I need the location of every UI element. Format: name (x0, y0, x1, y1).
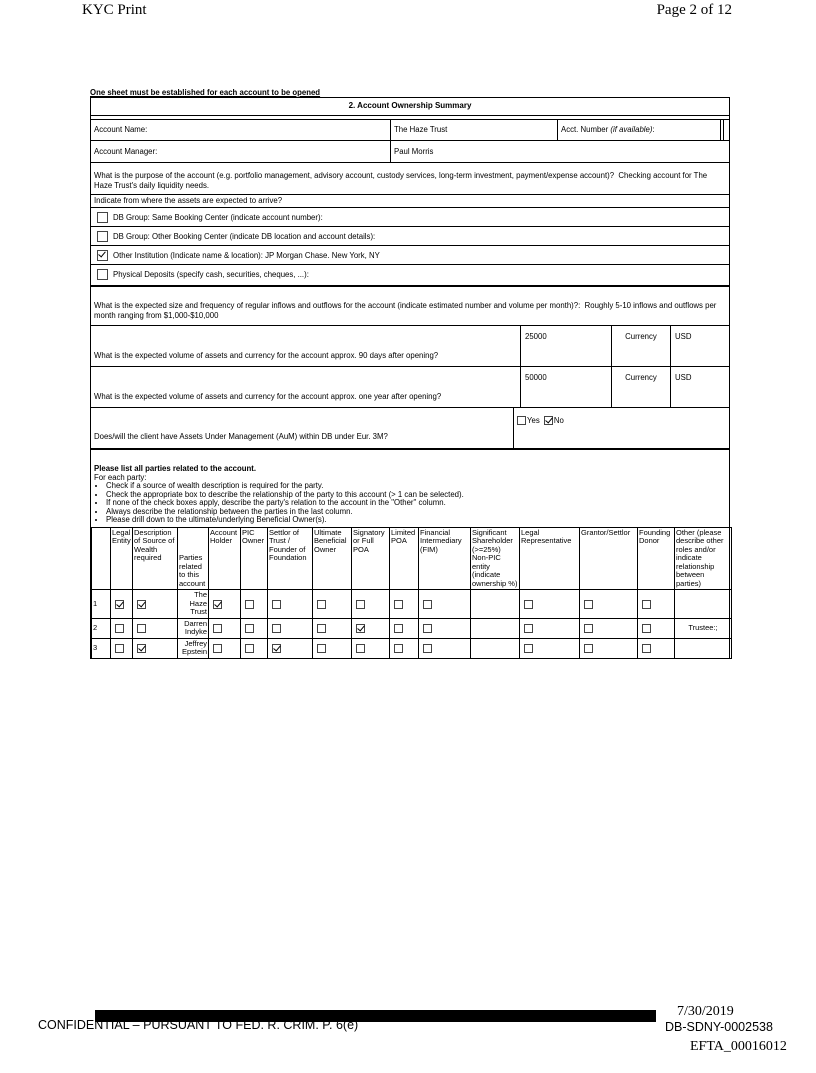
volume-90-row (91, 326, 729, 367)
settlor-cell (268, 638, 313, 658)
header-num (92, 527, 111, 590)
legal_rep-cell (520, 590, 580, 619)
acct-number-label (557, 120, 720, 140)
parties-bullets (94, 482, 726, 525)
sow-cell (133, 618, 178, 638)
grantor-checkbox[interactable] (584, 644, 593, 653)
parties-bullet: • Check if a source of wealth description is required for the party. (106, 482, 726, 491)
grantor-cell (580, 618, 638, 638)
holder-cell (209, 590, 241, 619)
header-significant: Significant Shareholder (>=25%) Non-PIC entity (indicate ownership %) (471, 527, 520, 590)
sow-checkbox[interactable] (137, 624, 146, 633)
page-number: Page 2 of 12 (656, 2, 732, 18)
legal-checkbox[interactable] (115, 600, 124, 609)
other-cell (675, 590, 732, 619)
footer-date: 7/30/2019 (677, 1004, 734, 1019)
settlor-checkbox[interactable] (272, 644, 281, 653)
parties-instructions (91, 450, 729, 527)
asset-option (91, 265, 729, 283)
pic-checkbox[interactable] (245, 644, 254, 653)
table-row (92, 638, 732, 658)
asset-option-detail: JP Morgan Chase. New York, NY (265, 250, 380, 260)
efta-number: EFTA_00016012 (690, 1039, 787, 1054)
legal-cell (111, 590, 133, 619)
ubo-checkbox[interactable] (317, 624, 326, 633)
significant-cell (471, 618, 520, 638)
account-name-value: The Haze Trust (390, 120, 557, 140)
aum-yes-checkbox[interactable] (517, 416, 526, 425)
purpose-question: What is the purpose of the account (e.g. portfolio management, advisory account, custody services, long-term investment, payment/expense account)? (94, 171, 615, 180)
grantor-cell (580, 638, 638, 658)
asset-option-label: Physical Deposits (specify cash, securities, cheques, ...): (113, 269, 309, 279)
legal-rep-checkbox[interactable] (524, 600, 533, 609)
aum-row (91, 408, 729, 450)
header-grantor: Grantor/Settlor (580, 527, 638, 590)
ubo-cell (313, 618, 352, 638)
party-name: Jeffrey Epstein (178, 638, 209, 658)
aum-no-label: No (553, 416, 564, 425)
fim-cell (419, 590, 471, 619)
legal-checkbox[interactable] (115, 624, 124, 633)
volume-1y-question: What is the expected volume of assets and currency for the account approx. one year after opening? (94, 392, 442, 401)
currency-value: USD (670, 367, 729, 407)
holder-cell (209, 618, 241, 638)
inflow-block (91, 285, 729, 326)
fim-checkbox[interactable] (423, 644, 432, 653)
settlor-cell (268, 618, 313, 638)
header-parties: Parties related to this account (178, 527, 209, 590)
header-pic: PIC Owner (241, 527, 268, 590)
asset-option (91, 208, 729, 227)
account-name-row (91, 119, 729, 141)
legal-cell (111, 638, 133, 658)
parties-for-each: For each party: (94, 473, 147, 482)
header-settlor: Settlor of Trust / Founder of Foundation (268, 527, 313, 590)
legal_rep-cell (520, 618, 580, 638)
volume-1y-value: 50000 (520, 367, 611, 407)
header-other: Other (please describe other roles and/or indicate relationship between parties) (675, 527, 732, 590)
settlor-checkbox[interactable] (272, 624, 281, 633)
ubo-checkbox[interactable] (317, 644, 326, 653)
signatory-checkbox[interactable] (356, 600, 365, 609)
bates-number: DB-SDNY-0002538 (665, 1020, 773, 1034)
ubo-cell (313, 638, 352, 658)
confidential-notice: CONFIDENTIAL – PURSUANT TO FED. R. CRIM. P. 6(e) (38, 1018, 359, 1032)
limited-checkbox[interactable] (394, 624, 403, 633)
volume-90-question: What is the expected volume of assets and currency for the account approx. 90 days after opening? (94, 351, 439, 360)
asset-option (91, 246, 729, 265)
parties-title: Please list all parties related to the account. (94, 464, 257, 473)
aum-yes-label: Yes (527, 416, 540, 425)
legal_rep-cell (520, 638, 580, 658)
limited-cell (390, 590, 419, 619)
legal-cell (111, 618, 133, 638)
row-number: 1 (92, 590, 111, 619)
asset-option (91, 227, 729, 246)
volume-90-value: 25000 (520, 326, 611, 366)
significant-cell (471, 590, 520, 619)
header-sow: Description of Source of Wealth required (133, 527, 178, 590)
header-legal-rep: Legal Representative (520, 527, 580, 590)
fim-checkbox[interactable] (423, 624, 432, 633)
section-title: 2. Account Ownership Summary (91, 98, 729, 116)
volume-1y-row (91, 367, 729, 408)
ubo-cell (313, 590, 352, 619)
row-number: 2 (92, 618, 111, 638)
account-manager-value: Paul Morris (390, 141, 729, 162)
limited-cell (390, 638, 419, 658)
account-manager-label: Account Manager: (94, 147, 158, 156)
asset-option-label: Other Institution (Indicate name & location): (113, 250, 263, 260)
limited-cell (390, 618, 419, 638)
party-name: Darren Indyke (178, 618, 209, 638)
header-legal-entity: Legal Entity (111, 527, 133, 590)
currency-value: USD (670, 326, 729, 366)
parties-bullet: • Check the appropriate box to describe the relationship of the party to this account (> 1 can be selected). (106, 491, 726, 500)
asset-option-checkbox[interactable] (97, 250, 108, 261)
grantor-checkbox[interactable] (584, 600, 593, 609)
holder-checkbox[interactable] (213, 644, 222, 653)
asset-option-checkbox[interactable] (97, 231, 108, 242)
limited-checkbox[interactable] (394, 600, 403, 609)
table-row (92, 618, 732, 638)
other-cell: Trustee:; (675, 618, 732, 638)
currency-label: Currency (611, 326, 670, 366)
signatory-checkbox[interactable] (356, 624, 365, 633)
significant-cell (471, 638, 520, 658)
parties-header-row (92, 527, 732, 590)
grantor-checkbox[interactable] (584, 624, 593, 633)
party-name: The Haze Trust (178, 590, 209, 619)
asset-option-label: DB Group: Same Booking Center (indicate account number): (113, 212, 323, 222)
assets-arrive-label: Indicate from where the assets are expected to arrive? (91, 195, 729, 208)
pic-cell (241, 590, 268, 619)
fim-checkbox[interactable] (423, 600, 432, 609)
signatory-cell (352, 590, 390, 619)
legal-rep-checkbox[interactable] (524, 644, 533, 653)
pic-cell (241, 638, 268, 658)
fim-cell (419, 618, 471, 638)
page-header-title: KYC Print (82, 2, 147, 18)
header-founding: Founding Donor (638, 527, 675, 590)
aum-answer (513, 408, 729, 448)
asset-option-checkbox[interactable] (97, 269, 108, 280)
legal-checkbox[interactable] (115, 644, 124, 653)
pic-checkbox[interactable] (245, 600, 254, 609)
holder-cell (209, 638, 241, 658)
holder-checkbox[interactable] (213, 624, 222, 633)
account-ownership-section (90, 97, 730, 659)
founding-checkbox[interactable] (642, 600, 651, 609)
pic-cell (241, 618, 268, 638)
acct-number-colon: : (652, 125, 655, 134)
row-number: 3 (92, 638, 111, 658)
grantor-cell (580, 590, 638, 619)
other-cell (675, 638, 732, 658)
header-limited: Limited POA (390, 527, 419, 590)
settlor-checkbox[interactable] (272, 600, 281, 609)
kyc-form (90, 88, 730, 659)
asset-option-checkbox[interactable] (97, 212, 108, 223)
sow-checkbox[interactable] (137, 644, 146, 653)
asset-option-label: DB Group: Other Booking Center (indicate DB location and account details): (113, 231, 376, 241)
purpose-block (91, 163, 729, 195)
ubo-checkbox[interactable] (317, 600, 326, 609)
aum-no-checkbox[interactable] (544, 416, 553, 425)
pic-checkbox[interactable] (245, 624, 254, 633)
founding-cell (638, 590, 675, 619)
acct-number-text: Acct. Number (561, 125, 611, 134)
sow-cell (133, 590, 178, 619)
inflow-question: What is the expected size and frequency of regular inflows and outflows for the account (indicate estimated number and volume per month)?: (94, 301, 581, 310)
founding-cell (638, 618, 675, 638)
signatory-cell (352, 638, 390, 658)
header-signatory: Signatory or Full POA (352, 527, 390, 590)
account-name-label: Account Name: (94, 125, 148, 134)
parties-bullet: • If none of the check boxes apply, describe the party's relation to the account in the "Other" column. (106, 499, 726, 508)
inflow-answer: Roughly 5-10 inflows and outflows per month ranging from $1,000-$10,000 (94, 301, 717, 320)
header-fim: Financial Intermediary (FIM) (419, 527, 471, 590)
legal-rep-checkbox[interactable] (524, 624, 533, 633)
holder-checkbox[interactable] (213, 600, 222, 609)
purpose-answer: Checking account for The Haze Trust's daily liquidity needs. (94, 171, 708, 190)
acct-number-field (720, 120, 724, 140)
signatory-checkbox[interactable] (356, 644, 365, 653)
parties-rows (92, 590, 732, 659)
founding-checkbox[interactable] (642, 624, 651, 633)
founding-checkbox[interactable] (642, 644, 651, 653)
fim-cell (419, 638, 471, 658)
parties-bullet: • Always describe the relationship between the parties in the last column. (106, 508, 726, 517)
header-ubo: Ultimate Beneficial Owner (313, 527, 352, 590)
currency-label: Currency (611, 367, 670, 407)
header-holder: Account Holder (209, 527, 241, 590)
parties-bullet: • Please drill down to the ultimate/underlying Beneficial Owner(s). (106, 516, 726, 525)
account-manager-row (91, 141, 729, 163)
settlor-cell (268, 590, 313, 619)
signatory-cell (352, 618, 390, 638)
parties-table (91, 527, 732, 659)
table-row (92, 590, 732, 619)
asset-options (91, 208, 729, 283)
sow-cell (133, 638, 178, 658)
acct-number-hint: (if available) (610, 125, 653, 134)
founding-cell (638, 638, 675, 658)
limited-checkbox[interactable] (394, 644, 403, 653)
form-note: One sheet must be established for each account to be opened (90, 88, 321, 97)
aum-question: Does/will the client have Assets Under Management (AuM) within DB under Eur. 3M? (94, 432, 388, 441)
sow-checkbox[interactable] (137, 600, 146, 609)
